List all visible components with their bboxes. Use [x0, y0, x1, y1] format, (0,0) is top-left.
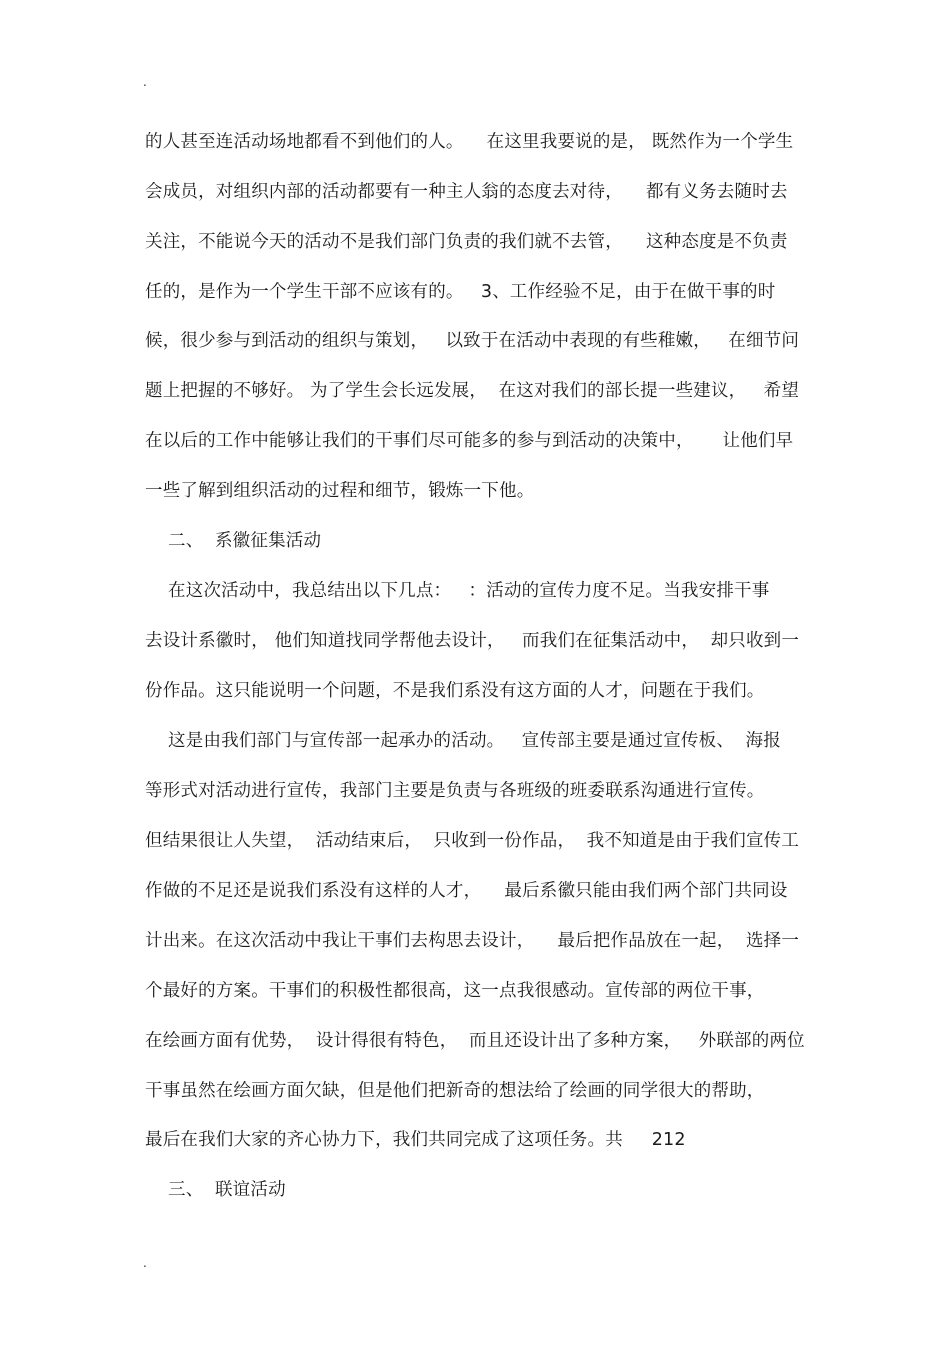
- bottom-marker: .: [143, 1256, 147, 1270]
- text-line-1: 的人甚至连活动场地都看不到他们的人。 在这里我要说的是， 既然作为一个学生: [145, 132, 794, 152]
- top-marker: .: [143, 75, 147, 89]
- text-line-17: 计出来。在这次活动中我让干事们去构思去设计， 最后把作品放在一起， 选择一: [145, 931, 800, 951]
- text-line-20: 干事虽然在绘画方面欠缺，但是他们把新奇的想法给了绘画的同学很大的帮助，: [145, 1081, 765, 1101]
- text-line-12: 份作品。这只能说明一个问题，不是我们系没有这方面的人才，问题在于我们。: [145, 681, 765, 701]
- text-line-16: 作做的不足还是说我们系没有这样的人才， 最后系徽只能由我们两个部门共同设: [145, 881, 788, 901]
- text-line-7: 在以后的工作中能够让我们的干事们尽可能多的参与到活动的决策中， 让他们早: [145, 431, 794, 451]
- text-line-14: 等形式对活动进行宣传，我部门主要是负责与各班级的班委联系沟通进行宣传。: [145, 781, 765, 801]
- text-line-18: 个最好的方案。干事们的积极性都很高，这一点我很感动。宣传部的两位干事，: [145, 981, 765, 1001]
- text-line-2: 会成员，对组织内部的活动都要有一种主人翁的态度去对待， 都有义务去随时去: [145, 182, 788, 202]
- text-line-19: 在绘画方面有优势， 设计得很有特色， 而且还设计出了多种方案， 外联部的两位: [145, 1031, 805, 1051]
- text-line-21: 最后在我们大家的齐心协力下，我们共同完成了这项任务。共 212: [145, 1130, 686, 1150]
- text-line-6: 题上把握的不够好。 为了学生会长远发展， 在这对我们的部长提一些建议， 希望: [145, 381, 800, 401]
- section-heading-2: 二、 系徽征集活动: [145, 531, 322, 551]
- section-heading-3: 三、 联谊活动: [145, 1180, 286, 1200]
- text-line-5: 候，很少参与到活动的组织与策划， 以致于在活动中表现的有些稚嫩， 在细节问: [145, 331, 800, 351]
- text-line-15: 但结果很让人失望， 活动结束后， 只收到一份作品， 我不知道是由于我们宣传工: [145, 831, 800, 851]
- text-line-3: 关注，不能说今天的活动不是我们部门负责的我们就不去管， 这种态度是不负责: [145, 232, 788, 252]
- text-line-13: 这是由我们部门与宣传部一起承办的活动。 宣传部主要是通过宣传板、 海报: [145, 731, 781, 751]
- text-line-10: 在这次活动中，我总结出以下几点： ：活动的宣传力度不足。当我安排干事: [145, 581, 770, 601]
- text-line-8: 一些了解到组织活动的过程和细节，锻炼一下他。: [145, 481, 535, 501]
- text-line-11: 去设计系徽时， 他们知道找同学帮他去设计， 而我们在征集活动中， 却只收到一: [145, 631, 800, 651]
- text-line-4: 任的，是作为一个学生干部不应该有的。 3、工作经验不足，由于在做干事的时: [145, 282, 776, 302]
